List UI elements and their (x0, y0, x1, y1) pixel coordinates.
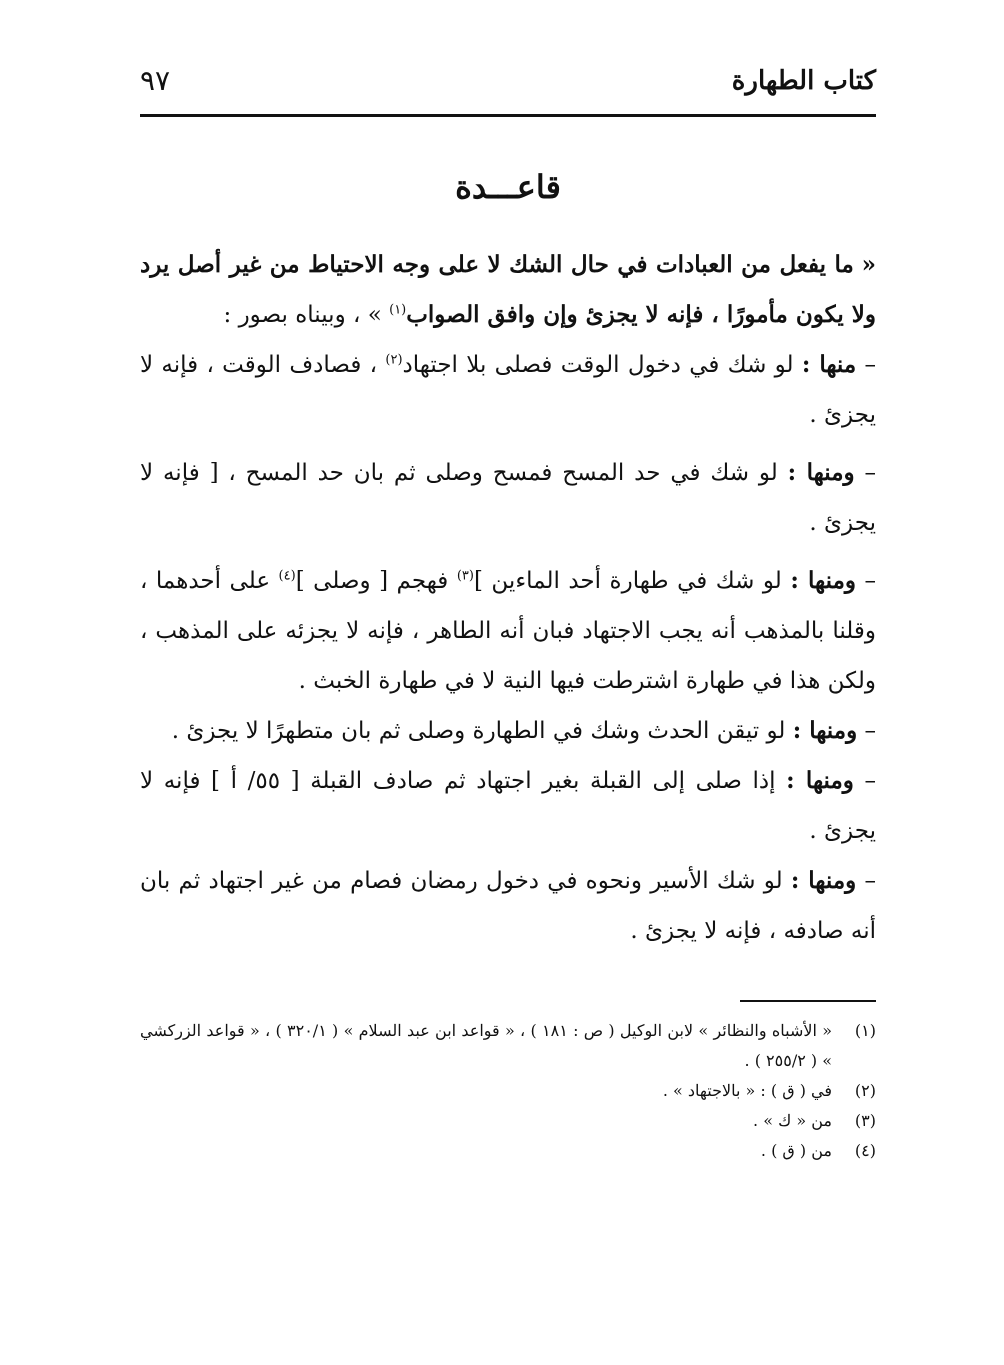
case-text: إذا صلى إلى القبلة بغير اجتهاد ثم صادف القبلة [ ٥٥/ أ ] فإنه لا يجزئ . (140, 768, 876, 844)
rule-open-quote: « (861, 251, 876, 278)
section-title: قاعـــدة (455, 168, 561, 206)
footnote-separator (740, 1000, 876, 1002)
footnote (140, 1106, 876, 1136)
footnote (140, 1136, 876, 1166)
case-text: لو شك في طهارة أحد الماءين ] (473, 568, 791, 594)
running-header (140, 62, 876, 112)
case-lead: ومنها : (790, 567, 856, 594)
case-text: لو تيقن الحدث وشك في الطهارة وصلى ثم بان متطهرًا لا يجزئ . (171, 718, 793, 744)
footnote-number: (٣) (854, 1111, 876, 1130)
footnote (140, 1016, 876, 1076)
case-paragraph (140, 340, 876, 440)
case-lead: ومنها : (787, 459, 855, 486)
dash: – (856, 568, 876, 594)
case-lead: ومنها : (786, 767, 854, 794)
footnote-number: (٢) (854, 1081, 876, 1100)
footnote-ref: (١) (389, 302, 407, 318)
dash: – (856, 352, 876, 378)
dash: – (854, 460, 876, 486)
header-rule (140, 114, 876, 117)
footnote (140, 1076, 876, 1106)
footnote-text: في ( ق ) : « بالاجتهاد » . (662, 1081, 832, 1100)
case-text: على أحدهما ، وقلنا بالمذهب أنه يجب الاجتهاد فبان أنه الطاهر ، فإنه لا يجزئه على المذهب ، ولكن هذا في طهارة اشترطت فيها النية لا في طهارة الخبث . (140, 568, 876, 694)
footnote-ref: (٤) (278, 568, 296, 584)
footnote-text: « الأشباه والنظائر » لابن الوكيل ( ص : ١٨١ ) ، « قواعد ابن عبد السلام » ( ٣٢٠/١ ) ، « قواعد الزركشي » ( ٢٥٥/٢ ) . (140, 1021, 833, 1070)
case-text: لو شك الأسير ونحوه في دخول رمضان فصام من غير اجتهاد ثم بان أنه صادفه ، فإنه لا يجزئ . (140, 868, 876, 944)
case-text: فهجم [ وصلى ] (295, 568, 457, 594)
footnote-text: من « ك » . (753, 1111, 832, 1130)
case-lead: منها : (801, 351, 857, 378)
case-lead: ومنها : (790, 867, 857, 894)
footnote-ref: (٣) (456, 568, 474, 584)
rule-close-quote: » ، (352, 302, 390, 328)
footnote-text: من ( ق ) . (760, 1141, 832, 1160)
dash: – (857, 718, 876, 744)
case-paragraph (140, 448, 876, 548)
footnotes (140, 1016, 876, 1166)
case-text: لو شك في دخول الوقت فصلى بلا اجتهاد (402, 352, 802, 378)
footnote-number: (٤) (854, 1141, 876, 1160)
dash: – (856, 868, 876, 894)
body-text (140, 240, 876, 956)
case-paragraph (140, 556, 876, 706)
case-lead: ومنها : (792, 717, 858, 744)
case-paragraph (140, 856, 876, 956)
footnote-number: (١) (854, 1021, 876, 1040)
book-title: كتاب الطهارة (731, 66, 876, 96)
case-paragraph (140, 706, 876, 756)
rule-intro: وبيناه بصور : (223, 302, 353, 328)
rule-statement: ما يفعل من العبادات في حال الشك لا على وجه الاحتياط من غير أصل يرد ولا يكون مأمورًا ، فإنه لا يجزئ وإن وافق الصواب (140, 251, 876, 328)
case-text: ، فصادف الوقت ، فإنه لا يجزئ . (140, 352, 876, 428)
footnote-ref: (٢) (385, 352, 403, 368)
case-paragraph (140, 756, 876, 856)
rule-paragraph (140, 240, 876, 340)
case-text: لو شك في حد المسح فمسح وصلى ثم بان حد المسح ، [ فإنه لا يجزئ . (140, 460, 876, 536)
dash: – (853, 768, 877, 794)
page-number: ٩٧ (140, 64, 171, 97)
